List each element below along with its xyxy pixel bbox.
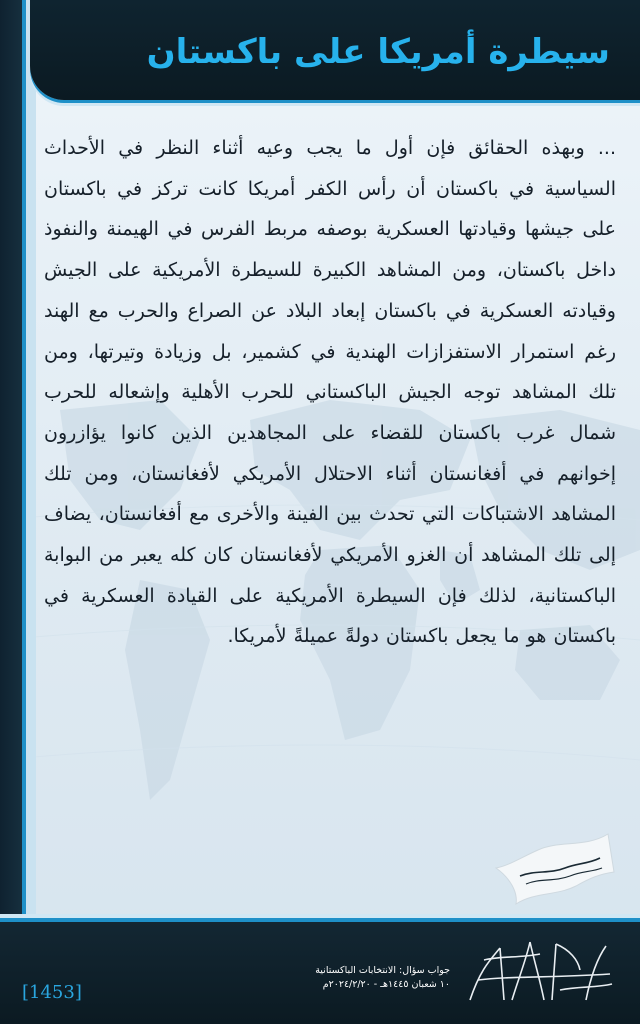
source-title: جواب سؤال: الانتخابات الباكستانية [315,965,450,976]
left-bar-light-band [26,0,36,1024]
banner-flag-icon [490,830,620,910]
source-citation [315,964,450,992]
calligraphy-seal-icon [460,930,620,1012]
source-date: ١٠ شعبان ١٤٤٥هـ - ٢٠٢٤/٢/٢٠م [322,979,450,990]
page-number: [1453] [22,982,82,1003]
left-bar-dark-band [0,0,22,1024]
page-title: سيطرة أمريكا على باكستان [146,32,610,72]
left-decorative-bar [0,0,36,1024]
article-body: ... وبهذه الحقائق فإن أول ما يجب وعيه أثناء النظر في الأحداث السياسية في باكستان أن رأس الكفر أمريكا كانت تركز في باكستان على جيشها وقيادتها العسكرية بوصفه مربط الفرس في الهيمنة والنفوذ داخل باكستان، ومن المشاهد الكبيرة للسيطرة الأمريكية على الجيش وقيادته العسكرية في باكستان إبعاد البلاد عن الصراع والحرب مع الهند رغم استمرار الاستفزازات الهندية في كشمير، بل وزيادة وتيرتها، ومن تلك المشاهد توجه الجيش الباكستاني للحرب الأهلية وإشعاله للحرب شمال غرب باكستان للقضاء على المجاهدين الذين كانوا يؤازرون إخوانهم في أفغانستان أثناء الاحتلال الأمريكي لأفغانستان، ومن تلك المشاهد الاشتباكات التي تحدث بين الفينة والأخرى مع أفغانستان، يضاف إلى تلك المشاهد أن الغزو الأمريكي لأفغانستان كان كله يعبر من البوابة الباكستانية، لذلك فإن السيطرة الأمريكية على القيادة العسكرية في باكستان هو ما يجعل باكستان دولةً عميلةً لأمريكا. [44,137,616,648]
title-banner [30,0,640,100]
